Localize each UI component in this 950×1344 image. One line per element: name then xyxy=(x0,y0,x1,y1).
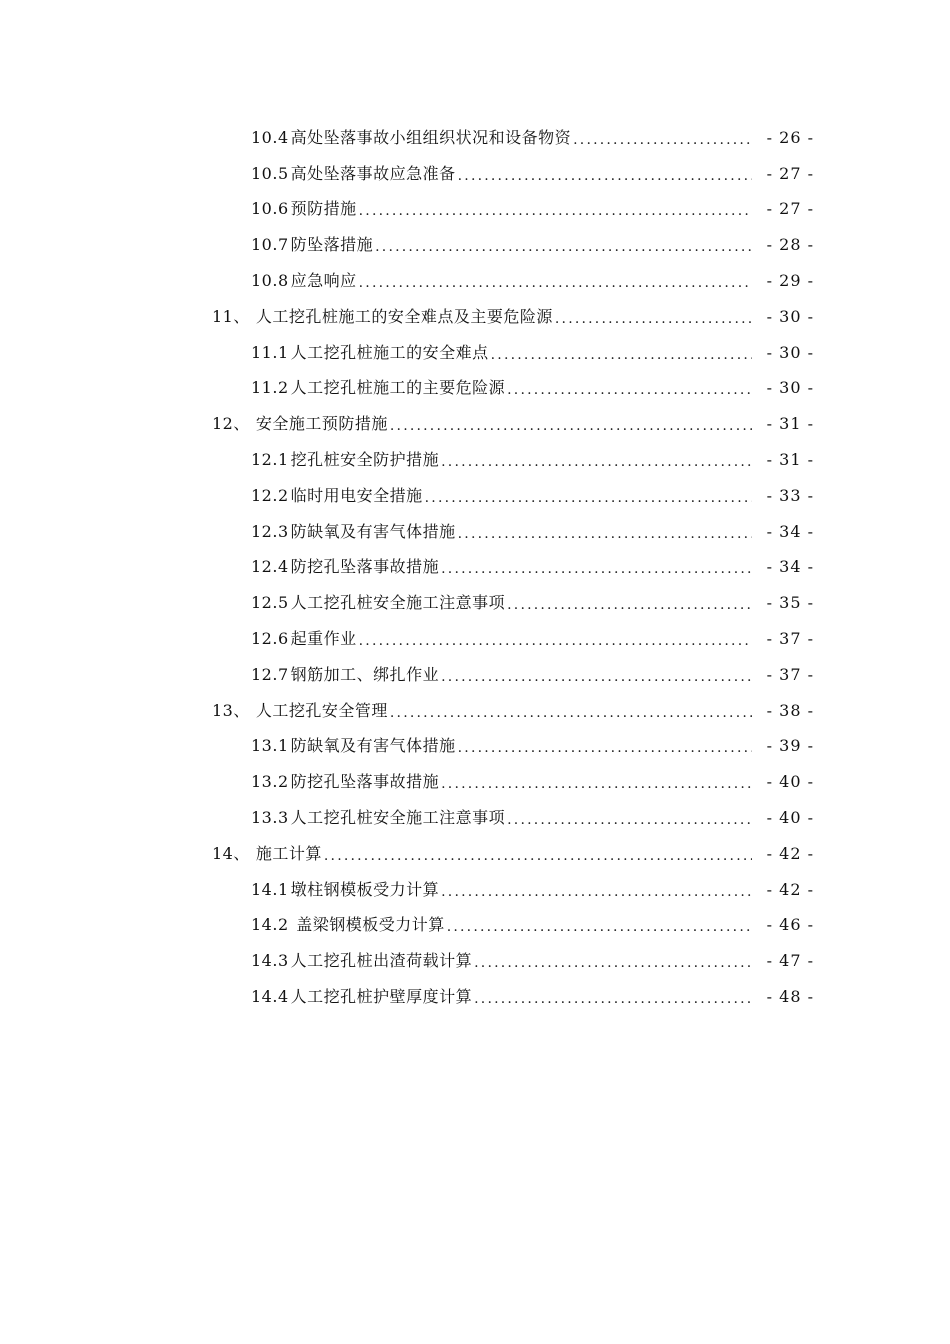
toc-title: 挖孔桩安全防护措施 xyxy=(290,450,440,470)
toc-entry[interactable] xyxy=(0,263,950,299)
toc-page-number: - 39 - xyxy=(766,736,814,756)
toc-dot-leader xyxy=(458,164,752,184)
toc-number: 12.7 xyxy=(251,664,289,684)
toc-page-number: - 46 - xyxy=(766,915,814,935)
toc-dot-leader xyxy=(474,987,752,1007)
toc-entry[interactable] xyxy=(0,120,950,156)
toc-page-number: - 37 - xyxy=(766,664,814,684)
toc-title: 高处坠落事故小组组织状况和设备物资 xyxy=(290,127,572,147)
toc-entry[interactable] xyxy=(0,299,950,335)
toc-title: 人工挖孔桩施工的主要危险源 xyxy=(290,378,506,398)
toc-dot-leader xyxy=(507,593,752,613)
toc-page-number: - 29 - xyxy=(766,271,814,291)
toc-dot-leader xyxy=(458,522,752,542)
toc-number: 11.1 xyxy=(251,342,289,362)
toc-dot-leader xyxy=(491,343,752,363)
toc-entry[interactable] xyxy=(0,621,950,657)
toc-number: 14.1 xyxy=(251,879,289,899)
toc-title: 起重作业 xyxy=(290,629,357,649)
toc-entry[interactable] xyxy=(0,550,950,586)
toc-entry[interactable] xyxy=(0,800,950,836)
toc-page-number: - 27 - xyxy=(766,199,814,219)
toc-number: 14.2 xyxy=(251,915,289,935)
toc-number: 13、 xyxy=(212,700,250,720)
toc-title: 人工挖孔桩出渣荷载计算 xyxy=(290,951,473,971)
toc-title: 安全施工预防措施 xyxy=(255,414,388,434)
toc-page-number: - 38 - xyxy=(766,700,814,720)
toc-dot-leader xyxy=(359,199,752,219)
toc-number: 12.1 xyxy=(251,450,289,470)
toc-title: 防挖孔坠落事故措施 xyxy=(290,557,440,577)
toc-page-number: - 40 - xyxy=(766,808,814,828)
toc-number: 10.7 xyxy=(251,235,289,255)
toc-page-number: - 30 - xyxy=(766,306,814,326)
toc-entry[interactable] xyxy=(0,156,950,192)
toc-page-number: - 42 - xyxy=(766,843,814,863)
toc-title: 人工挖孔安全管理 xyxy=(255,700,388,720)
toc-number: 12.3 xyxy=(251,521,289,541)
toc-page-number: - 27 - xyxy=(766,163,814,183)
toc-number: 10.6 xyxy=(251,199,289,219)
toc-title: 墩柱钢模板受力计算 xyxy=(290,879,440,899)
toc-entry[interactable] xyxy=(0,442,950,478)
toc-title: 钢筋加工、绑扎作业 xyxy=(290,664,440,684)
toc-entry[interactable] xyxy=(0,979,950,1015)
toc-title: 防缺氧及有害气体措施 xyxy=(290,521,456,541)
toc-number: 12.5 xyxy=(251,593,289,613)
toc-page-number: - 37 - xyxy=(766,629,814,649)
toc-number: 13.1 xyxy=(251,736,289,756)
toc-entry[interactable] xyxy=(0,192,950,228)
toc-dot-leader xyxy=(441,880,752,900)
toc-title: 预防措施 xyxy=(290,199,357,219)
toc-title: 防坠落措施 xyxy=(290,235,374,255)
toc-title: 盖梁钢模板受力计算 xyxy=(290,915,445,935)
toc-number: 14.3 xyxy=(251,951,289,971)
toc-title: 应急响应 xyxy=(290,271,357,291)
toc-dot-leader xyxy=(425,486,752,506)
toc-dot-leader xyxy=(359,271,752,291)
toc-title: 防挖孔坠落事故措施 xyxy=(290,772,440,792)
toc-entry[interactable] xyxy=(0,943,950,979)
toc-number: 12.2 xyxy=(251,485,289,505)
toc-dot-leader xyxy=(324,844,752,864)
toc-page-number: - 48 - xyxy=(766,987,814,1007)
toc-entry[interactable] xyxy=(0,585,950,621)
toc-page-number: - 40 - xyxy=(766,772,814,792)
toc-number: 11、 xyxy=(212,306,250,326)
toc-title: 人工挖孔桩安全施工注意事项 xyxy=(290,593,506,613)
toc-page-number: - 35 - xyxy=(766,593,814,613)
toc-page-number: - 47 - xyxy=(766,951,814,971)
toc-page-number: - 31 - xyxy=(766,450,814,470)
toc-title: 临时用电安全措施 xyxy=(290,485,423,505)
toc-number: 12.4 xyxy=(251,557,289,577)
toc-dot-leader xyxy=(441,557,752,577)
toc-title: 人工挖孔桩安全施工注意事项 xyxy=(290,808,506,828)
toc-dot-leader xyxy=(375,235,752,255)
toc-entry[interactable] xyxy=(0,227,950,263)
toc-entry[interactable] xyxy=(0,514,950,550)
toc-number: 10.8 xyxy=(251,271,289,291)
toc-number: 10.4 xyxy=(251,127,289,147)
toc-page-number: - 30 - xyxy=(766,342,814,362)
toc-entry[interactable] xyxy=(0,908,950,944)
toc-number: 10.5 xyxy=(251,163,289,183)
toc-dot-leader xyxy=(390,701,752,721)
toc-dot-leader xyxy=(441,665,752,685)
toc-title: 人工挖孔桩施工的安全难点及主要危险源 xyxy=(255,306,553,326)
toc-page-number: - 42 - xyxy=(766,879,814,899)
toc-number: 12.6 xyxy=(251,629,289,649)
toc-number: 14、 xyxy=(212,843,250,863)
toc-entry[interactable] xyxy=(0,657,950,693)
toc-dot-leader xyxy=(507,808,752,828)
toc-entry[interactable] xyxy=(0,406,950,442)
toc-page-number: - 28 - xyxy=(766,235,814,255)
toc-dot-leader xyxy=(555,307,752,327)
table-of-contents xyxy=(0,120,950,1015)
toc-entry[interactable] xyxy=(0,335,950,371)
toc-entry[interactable] xyxy=(0,693,950,729)
toc-title: 高处坠落事故应急准备 xyxy=(290,163,456,183)
toc-dot-leader xyxy=(359,629,752,649)
toc-dot-leader xyxy=(458,736,752,756)
toc-page-number: - 26 - xyxy=(766,127,814,147)
toc-dot-leader xyxy=(507,378,752,398)
toc-entry[interactable] xyxy=(0,764,950,800)
toc-title: 人工挖孔桩施工的安全难点 xyxy=(290,342,489,362)
toc-entry[interactable] xyxy=(0,836,950,872)
toc-number: 14.4 xyxy=(251,987,289,1007)
toc-dot-leader xyxy=(390,414,752,434)
toc-dot-leader xyxy=(441,450,752,470)
toc-dot-leader xyxy=(441,772,752,792)
toc-dot-leader xyxy=(447,915,752,935)
toc-page-number: - 30 - xyxy=(766,378,814,398)
toc-dot-leader xyxy=(474,951,752,971)
toc-number: 13.2 xyxy=(251,772,289,792)
toc-entry[interactable] xyxy=(0,371,950,407)
toc-number: 11.2 xyxy=(251,378,289,398)
toc-page-number: - 34 - xyxy=(766,521,814,541)
toc-page-number: - 31 - xyxy=(766,414,814,434)
toc-entry[interactable] xyxy=(0,729,950,765)
toc-number: 13.3 xyxy=(251,808,289,828)
toc-number: 12、 xyxy=(212,414,250,434)
toc-dot-leader xyxy=(573,128,752,148)
toc-title: 施工计算 xyxy=(255,843,322,863)
toc-entry[interactable] xyxy=(0,478,950,514)
toc-page-number: - 33 - xyxy=(766,485,814,505)
toc-title: 人工挖孔桩护壁厚度计算 xyxy=(290,987,473,1007)
toc-entry[interactable] xyxy=(0,872,950,908)
toc-page-number: - 34 - xyxy=(766,557,814,577)
toc-title: 防缺氧及有害气体措施 xyxy=(290,736,456,756)
